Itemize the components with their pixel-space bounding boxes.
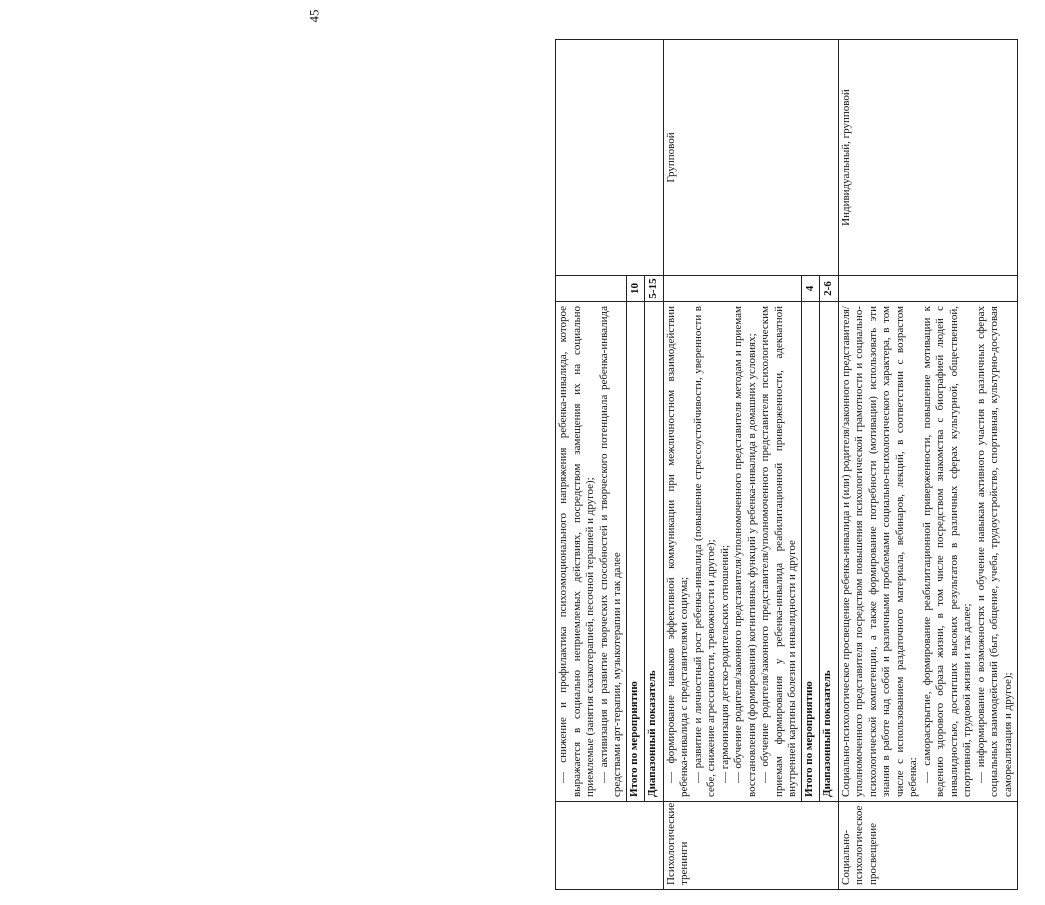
value-cell bbox=[838, 276, 1017, 302]
total-value: 10 bbox=[626, 276, 645, 302]
list-item: — развитие и личностный рост ребенка-инвалида (повышение стрессоустойчивости, уверенности в себе, снижение агрессивности, тревожности и другое); bbox=[691, 306, 718, 797]
table-row bbox=[556, 40, 627, 890]
format-cell: Индивидуальный, групповой bbox=[838, 40, 1017, 276]
measure-name-cell: Социально-психологическое просвещение bbox=[838, 802, 1017, 890]
measure-content-cell bbox=[838, 302, 1017, 802]
page-number: 45 bbox=[306, 9, 322, 23]
rehabilitation-table bbox=[555, 39, 1018, 890]
total-label: Итого по мероприятию bbox=[801, 302, 820, 802]
list-item: — активизация и развитие творческих способностей и творческого потенциала ребенка-инвалида средствами арт-терапии, музыкотерапии и так далее bbox=[597, 306, 624, 797]
list-item: — снижение и профилактика психоэмоционального напряжения ребенка-инвалида, которое выражается в социально неприемлемых действиях, посредством замещения их на социально приемлемые (занятия сказкотерапией, песочной терапией и другое); bbox=[557, 306, 597, 797]
list-item: — формирование навыков эффективной коммуникации при межличностном взаимодействии ребенка-инвалида с представителями социума; bbox=[664, 306, 691, 797]
format-cell: Групповой bbox=[663, 40, 838, 276]
total-value: 4 bbox=[801, 276, 820, 302]
list-item: — информирование о возможностях и обучение навыкам активного участия в различных сферах социальных взаимодействий (быт, общение, учеба, трудоустройство, спортивная, культурно-досуговая самореализация и другое); bbox=[974, 306, 1014, 797]
intro-text: Социально-психологическое просвещение ребенка-инвалида и (или) родителя/законного представителя/уполномоченного представителя посредством повышения психологической грамотности и социально-психологической компетенции, а также формирование потребности (мотивации) использовать эти знания в работе над собой и различными проблемами социально-психологического характера, в том числе с использованием раздаточного материала, вебинаров, лекций, в соответствии с возрастом ребенка: bbox=[839, 306, 920, 797]
list-item: — обучение родителя/законного представителя/уполномоченного представителя психологическим приемам формирования у ребенка-инвалида реабилитационной приверженности, адекватной внутренней картины болезни и инвалидности и другое bbox=[759, 306, 799, 797]
list-item: — обучение родителя/законного представителя/уполномоченного представителя методам и приемам восстановления (формирования) когнитивных функций у ребенка-инвалида в домашних условиях; bbox=[732, 306, 758, 797]
table-row bbox=[838, 40, 1017, 890]
list-item: — гармонизация детско-родительских отношений; bbox=[718, 544, 731, 783]
measure-name-cell: Психологические тренинги bbox=[663, 802, 838, 890]
table-row bbox=[663, 40, 801, 890]
total-label: Итого по мероприятию bbox=[626, 302, 645, 802]
measure-content-cell bbox=[663, 302, 801, 802]
range-value: 5-15 bbox=[645, 276, 664, 302]
value-cell bbox=[556, 276, 627, 302]
rotated-page-content bbox=[555, 40, 1045, 890]
format-cell bbox=[556, 40, 664, 276]
range-label: Диапазонный показатель bbox=[645, 302, 664, 802]
list-item: — самораскрытие, формирование реабилитационной приверженности, повышение мотивации к ведению здорового образа жизни, в том числе посредством знакомства с биографией людей с инвалидностью, достигших высоких результатов в различных сферах культурной, общественной, спортивной, трудовой жизни и так далее; bbox=[920, 306, 974, 797]
range-value: 2-6 bbox=[820, 276, 839, 302]
measure-name-cell bbox=[556, 802, 664, 890]
range-label: Диапазонный показатель bbox=[820, 302, 839, 802]
measure-content-cell bbox=[556, 302, 627, 802]
value-cell bbox=[663, 276, 801, 302]
